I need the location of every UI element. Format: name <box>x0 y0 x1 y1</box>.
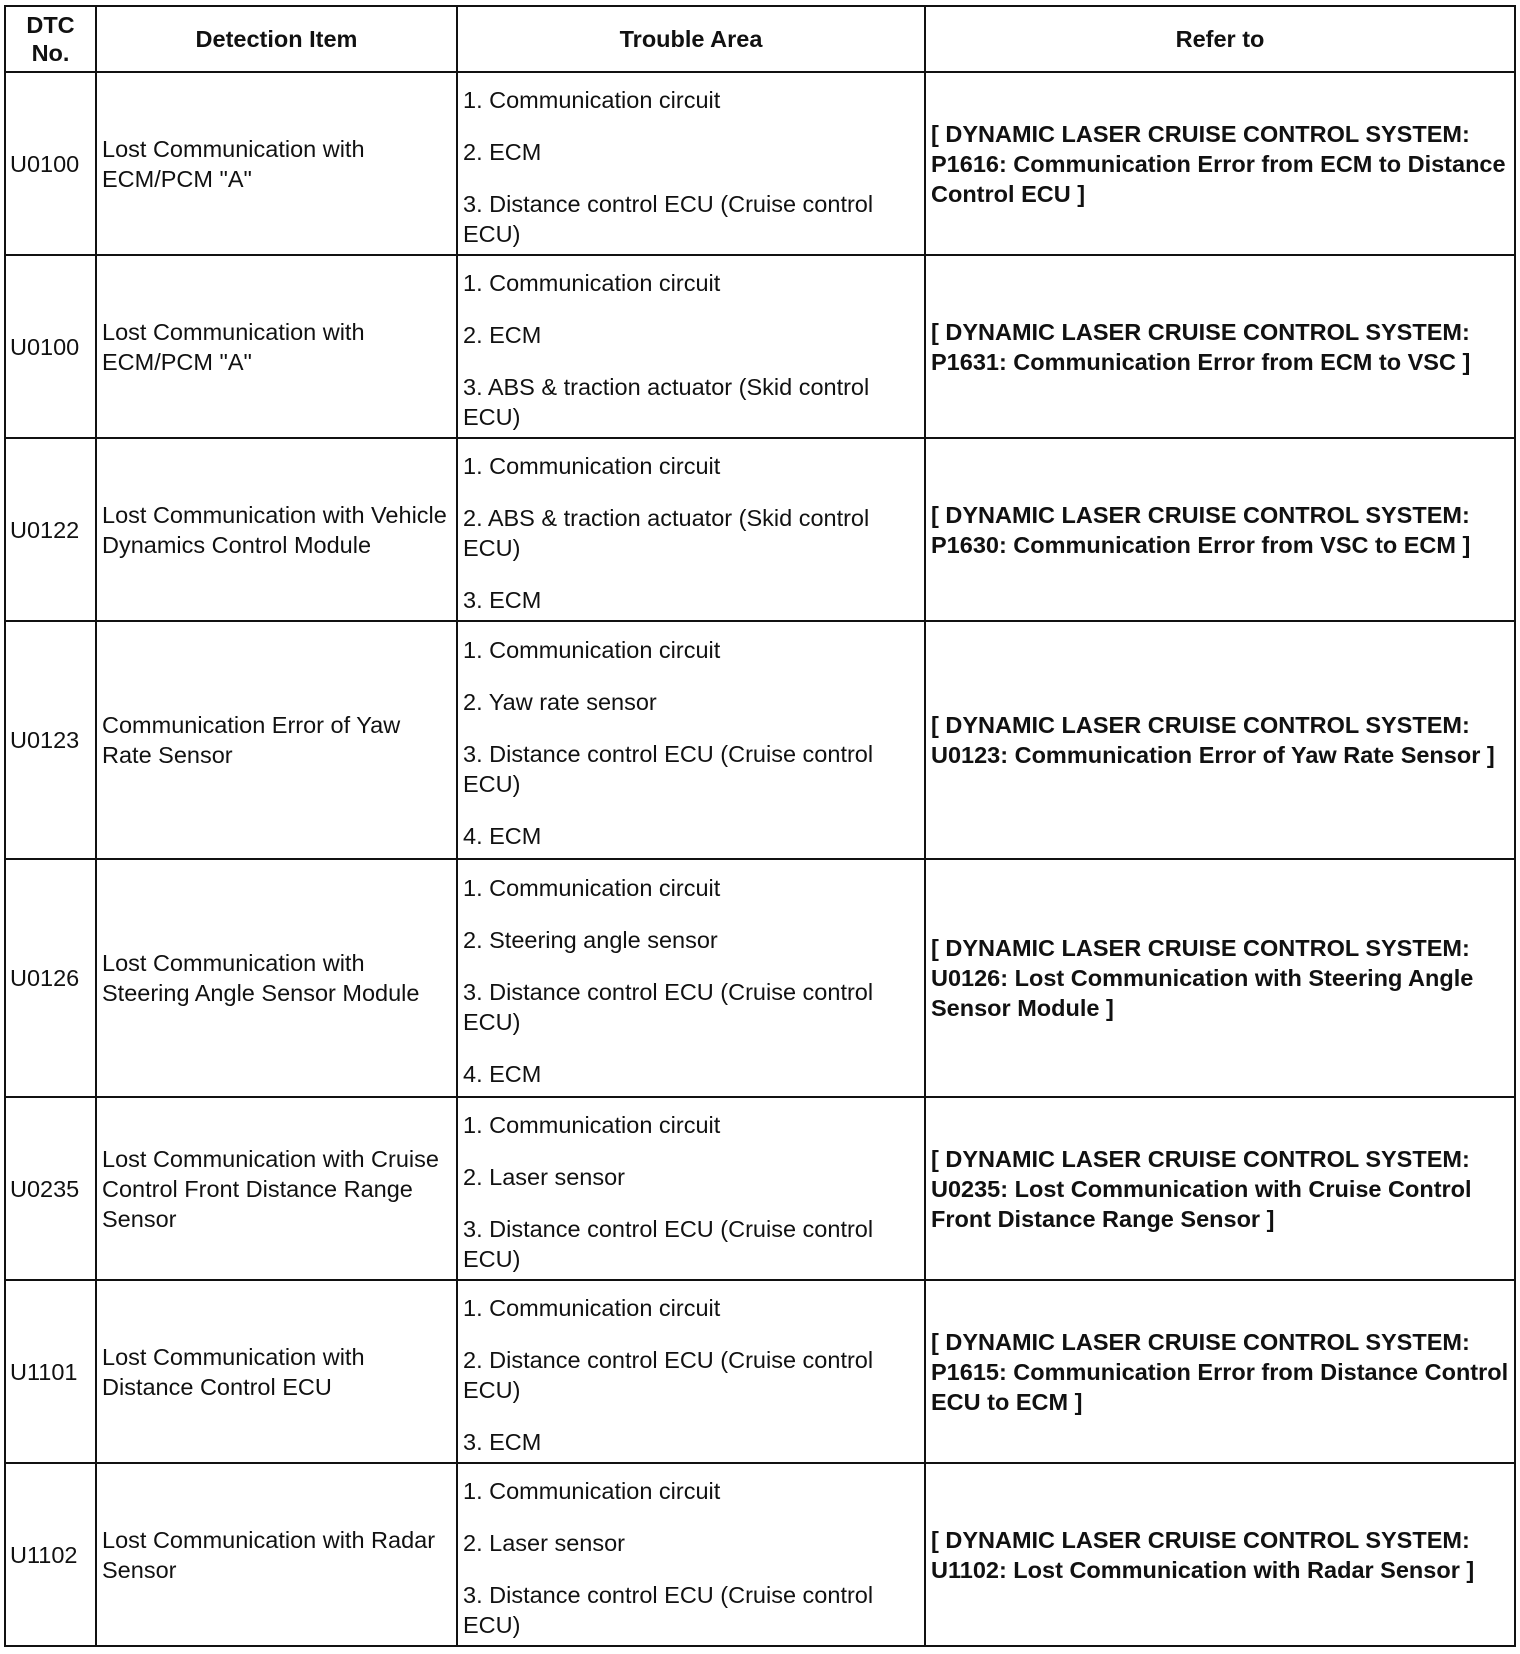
trouble-area-item: 1. Communication circuit <box>463 875 721 901</box>
refer-to-link[interactable]: [ DYNAMIC LASER CRUISE CONTROL SYSTEM: P1631: Communication Error from ECM to VSC ] <box>925 255 1515 438</box>
trouble-area-item: 1. Communication circuit <box>463 86 721 113</box>
detection-item: Lost Communication with Cruise Control Front Distance Range Sensor <box>96 1097 457 1280</box>
dtc-code: U0123 <box>5 621 96 859</box>
trouble-area-item: 1. Communication circuit <box>463 637 721 663</box>
table-row <box>5 859 1515 1097</box>
trouble-area-item: 3. ECM <box>463 586 542 613</box>
refer-to-link[interactable]: [ DYNAMIC LASER CRUISE CONTROL SYSTEM: U1102: Lost Communication with Radar Sensor ] <box>925 1463 1515 1646</box>
table-row <box>5 621 1515 859</box>
trouble-area-item: 2. ECM <box>463 138 542 165</box>
detection-item: Lost Communication with ECM/PCM "A" <box>96 255 457 438</box>
table-row <box>5 1463 1515 1646</box>
trouble-area-item: 3. Distance control ECU (Cruise control ECU) <box>463 979 874 1035</box>
header-detection-item: Detection Item <box>96 6 457 72</box>
trouble-area-item: 3. Distance control ECU (Cruise control ECU) <box>463 741 874 797</box>
detection-item: Lost Communication with Vehicle Dynamics Control Module <box>96 438 457 621</box>
dtc-code: U1102 <box>5 1463 96 1646</box>
trouble-area-list <box>457 1463 925 1646</box>
detection-item: Lost Communication with Radar Sensor <box>96 1463 457 1646</box>
trouble-area-item: 3. ABS & traction actuator (Skid control ECU) <box>463 373 870 430</box>
dtc-code: U0122 <box>5 438 96 621</box>
refer-to-link[interactable]: [ DYNAMIC LASER CRUISE CONTROL SYSTEM: U0126: Lost Communication with Steering Angle Sensor Module ] <box>925 859 1515 1097</box>
trouble-area-item: 3. ECM <box>463 1428 542 1455</box>
detection-item: Lost Communication with Distance Control ECU <box>96 1280 457 1463</box>
trouble-area-item: 2. ABS & traction actuator (Skid control ECU) <box>463 504 870 561</box>
trouble-area-list <box>457 621 925 859</box>
table-header-row <box>5 6 1515 72</box>
trouble-area-item: 2. Distance control ECU (Cruise control ECU) <box>463 1346 874 1403</box>
refer-to-link[interactable]: [ DYNAMIC LASER CRUISE CONTROL SYSTEM: P1616: Communication Error from ECM to Distance Control ECU ] <box>925 72 1515 255</box>
refer-to-link[interactable]: [ DYNAMIC LASER CRUISE CONTROL SYSTEM: U0235: Lost Communication with Cruise Control Front Distance Range Sensor ] <box>925 1097 1515 1280</box>
trouble-area-item: 3. Distance control ECU (Cruise control ECU) <box>463 190 874 247</box>
trouble-area-item: 3. Distance control ECU (Cruise control ECU) <box>463 1581 874 1638</box>
detection-item: Lost Communication with Steering Angle Sensor Module <box>96 859 457 1097</box>
dtc-table <box>4 5 1516 1647</box>
trouble-area-list <box>457 859 925 1097</box>
trouble-area-item: 1. Communication circuit <box>463 1111 721 1138</box>
trouble-area-list <box>457 438 925 621</box>
dtc-code: U0235 <box>5 1097 96 1280</box>
trouble-area-item: 1. Communication circuit <box>463 269 721 296</box>
trouble-area-item: 1. Communication circuit <box>463 1294 721 1321</box>
detection-item: Lost Communication with ECM/PCM "A" <box>96 72 457 255</box>
table-row <box>5 255 1515 438</box>
trouble-area-item: 1. Communication circuit <box>463 452 721 479</box>
dtc-code: U0100 <box>5 72 96 255</box>
header-refer-to: Refer to <box>925 6 1515 72</box>
trouble-area-list <box>457 1097 925 1280</box>
trouble-area-item: 2. Yaw rate sensor <box>463 689 657 715</box>
table-row <box>5 1097 1515 1280</box>
trouble-area-item: 4. ECM <box>463 1061 542 1087</box>
dtc-code: U0126 <box>5 859 96 1097</box>
dtc-code: U0100 <box>5 255 96 438</box>
detection-item: Communication Error of Yaw Rate Sensor <box>96 621 457 859</box>
trouble-area-item: 2. Laser sensor <box>463 1163 625 1190</box>
trouble-area-item: 1. Communication circuit <box>463 1477 721 1504</box>
trouble-area-list <box>457 72 925 255</box>
table-row <box>5 1280 1515 1463</box>
trouble-area-item: 2. Steering angle sensor <box>463 927 718 953</box>
header-trouble-area: Trouble Area <box>457 6 925 72</box>
refer-to-link[interactable]: [ DYNAMIC LASER CRUISE CONTROL SYSTEM: U0123: Communication Error of Yaw Rate Sensor ] <box>925 621 1515 859</box>
trouble-area-item: 3. Distance control ECU (Cruise control ECU) <box>463 1215 874 1272</box>
refer-to-link[interactable]: [ DYNAMIC LASER CRUISE CONTROL SYSTEM: P1630: Communication Error from VSC to ECM ] <box>925 438 1515 621</box>
trouble-area-list <box>457 1280 925 1463</box>
header-dtc-no: DTC No. <box>5 6 96 72</box>
trouble-area-item: 2. Laser sensor <box>463 1529 625 1556</box>
refer-to-link[interactable]: [ DYNAMIC LASER CRUISE CONTROL SYSTEM: P1615: Communication Error from Distance Control ECU to ECM ] <box>925 1280 1515 1463</box>
trouble-area-item: 4. ECM <box>463 823 542 849</box>
table-row <box>5 72 1515 255</box>
trouble-area-item: 2. ECM <box>463 321 542 348</box>
trouble-area-list <box>457 255 925 438</box>
table-row <box>5 438 1515 621</box>
dtc-code: U1101 <box>5 1280 96 1463</box>
